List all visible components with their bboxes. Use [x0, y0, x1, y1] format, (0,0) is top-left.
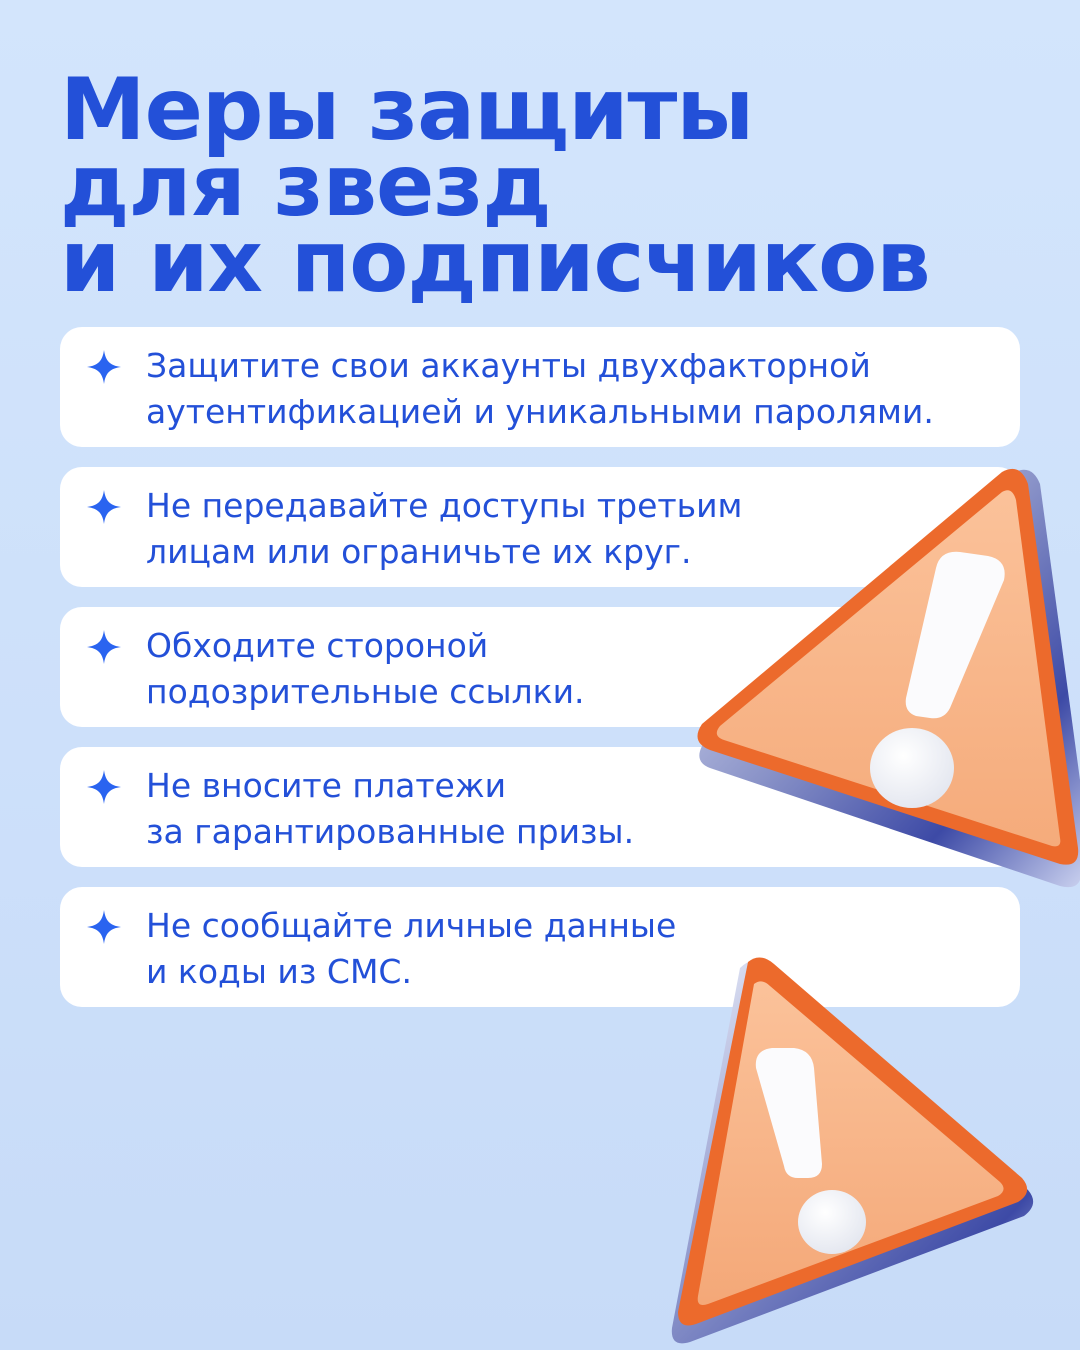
- tip-line: и коды из СМС.: [146, 952, 412, 991]
- tip-line: аутентификацией и уникальными паролями.: [146, 392, 934, 431]
- sparkle-star-icon: [86, 489, 122, 525]
- tip-line: Не передавайте доступы третьим: [146, 486, 743, 525]
- tip-line: подозрительные ссылки.: [146, 672, 585, 711]
- title-line-3: и их подписчиков: [60, 212, 930, 312]
- tip-line: Защитите свои аккаунты двухфакторной: [146, 346, 871, 385]
- tip-line: Обходите стороной: [146, 626, 489, 665]
- title-line-2: для звезд: [60, 136, 551, 236]
- sparkle-star-icon: [86, 349, 122, 385]
- sparkle-star-icon: [86, 769, 122, 805]
- page-title: [60, 60, 930, 312]
- warning-triangle-icon: [680, 450, 1080, 910]
- tip-card-1: [60, 327, 1020, 447]
- tip-text: [146, 343, 990, 435]
- title-line-1: Меры защиты: [60, 60, 754, 160]
- sparkle-star-icon: [86, 909, 122, 945]
- warning-triangle-icon: [630, 950, 1040, 1350]
- tip-line: за гарантированные призы.: [146, 812, 635, 851]
- tip-line: лицам или ограничьте их круг.: [146, 532, 692, 571]
- tip-line: Не вносите платежи: [146, 766, 507, 805]
- tip-line: Не сообщайте личные данные: [146, 906, 677, 945]
- sparkle-star-icon: [86, 629, 122, 665]
